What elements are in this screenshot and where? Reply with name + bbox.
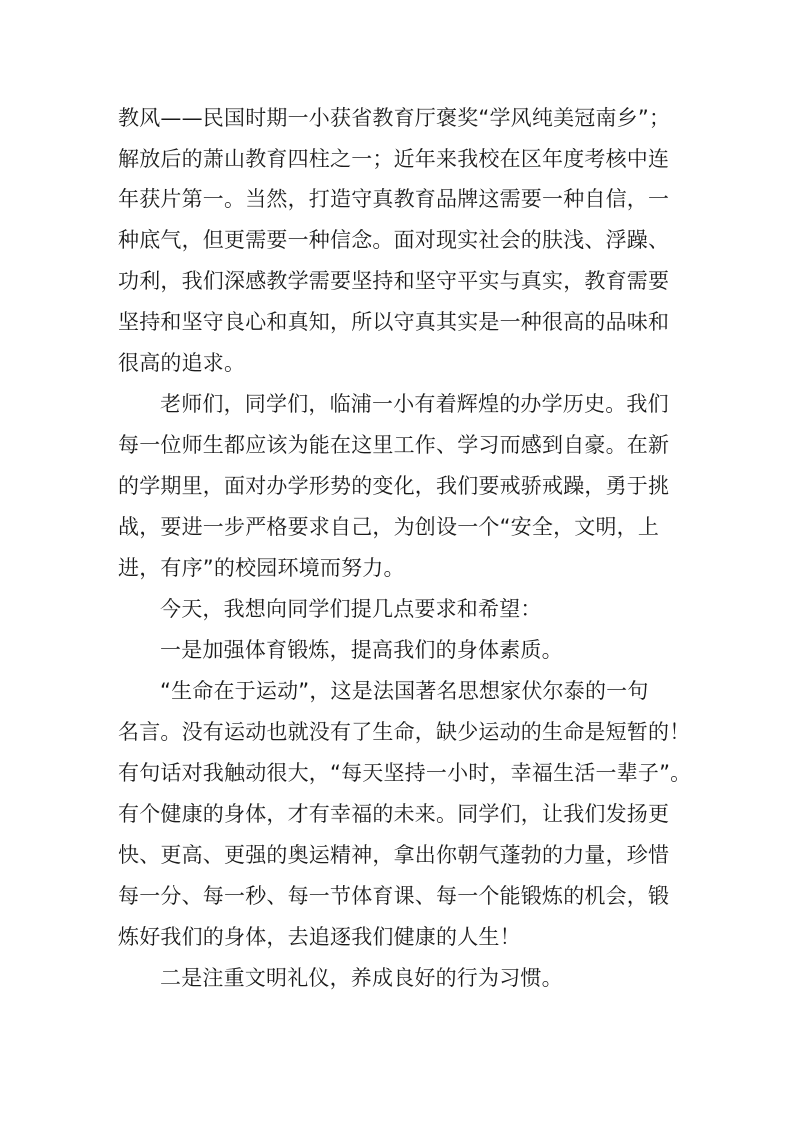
text-line: 的学期里，面对办学形势的变化，我们要戒骄戒躁，勇于挑 [118, 474, 670, 498]
text-line: 战，要进一步严格要求自己，为创设一个“安全，文明，上 [118, 515, 660, 539]
paragraph-start-line: 老师们，同学们，临浦一小有着辉煌的办学历史。我们 [160, 392, 669, 416]
text-line: 每一分、每一秒、每一节体育课、每一个能锻炼的机会，锻 [118, 884, 670, 908]
text-line: 坚持和坚守良心和真知，所以守真其实是一种很高的品味和 [118, 310, 670, 334]
text-line: 解放后的萧山教育四柱之一；近年来我校在区年度考核中连 [118, 147, 670, 171]
text-line: 有句话对我触动很大，“每天坚持一小时，幸福生活一辈子”。 [118, 761, 692, 785]
text-line: 年获片第一。当然，打造守真教育品牌这需要一种自信，一 [118, 187, 670, 211]
paragraph-start-line: 一是加强体育锻炼，提高我们的身体素质。 [160, 638, 563, 662]
text-line: 种底气，但更需要一种信念。面对现实社会的肤浅、浮躁、 [118, 228, 670, 252]
text-line: 进，有序”的校园环境而努力。 [118, 556, 405, 580]
text-line: 名言。没有运动也就没有了生命，缺少运动的生命是短暂的！ [118, 720, 691, 744]
text-line: 很高的追求。 [118, 351, 246, 375]
paragraph-start-line: “生命在于运动”，这是法国著名思想家伏尔泰的一句 [160, 679, 649, 703]
text-line: 教风——民国时期一小获省教育厅褒奖“学风纯美冠南乡”； [118, 106, 671, 130]
text-line: 快、更高、更强的奥运精神，拿出你朝气蓬勃的力量，珍惜 [118, 843, 670, 867]
text-line: 功利，我们深感教学需要坚持和坚守平实与真实，教育需要 [118, 269, 670, 293]
text-line: 有个健康的身体，才有幸福的未来。同学们，让我们发扬更 [118, 802, 670, 826]
text-line: 炼好我们的身体，去追逐我们健康的人生！ [118, 925, 521, 949]
text-line: 每一位师生都应该为能在这里工作、学习而感到自豪。在新 [118, 433, 670, 457]
paragraph-start-line: 二是注重文明礼仪，养成良好的行为习惯。 [160, 966, 563, 990]
paragraph-start-line: 今天，我想向同学们提几点要求和希望： [160, 597, 542, 621]
